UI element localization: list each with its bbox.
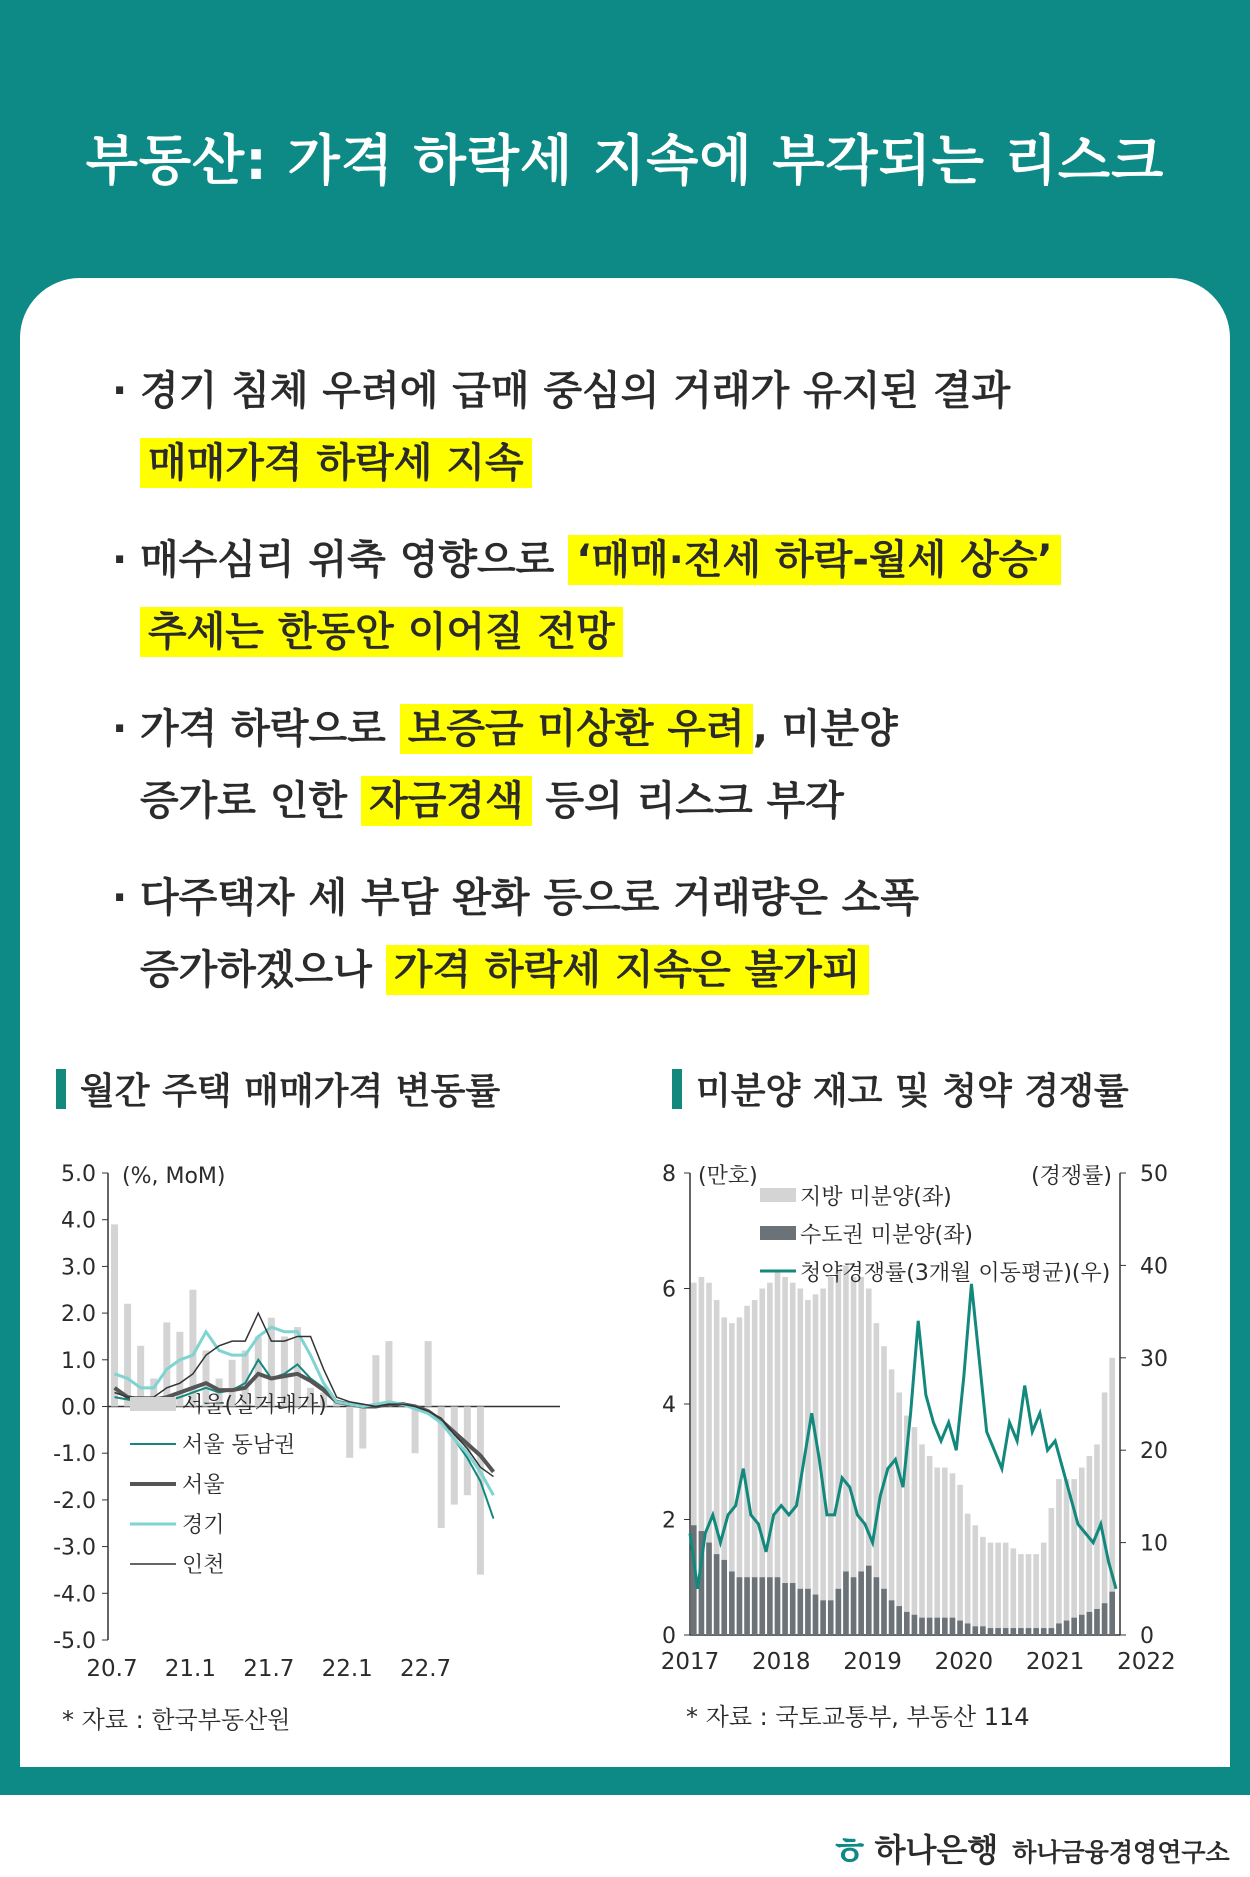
bar-local-unsold <box>1026 1554 1032 1635</box>
y-unit-label: (%, MoM) <box>122 1164 226 1189</box>
bar-metro-unsold <box>1026 1628 1032 1635</box>
bar-metro-unsold <box>904 1612 910 1635</box>
legend-label: 청약경쟁률(3개월 이동평균)(우) <box>800 1261 1111 1286</box>
bullet-3-line1-tail: , 미분양 <box>752 706 898 752</box>
legend-swatch <box>760 1188 796 1202</box>
heading-accent-bar <box>672 1069 682 1109</box>
bar-metro-unsold <box>729 1571 735 1635</box>
bar-local-unsold <box>836 1271 842 1635</box>
x-tick-label: 20.7 <box>86 1656 138 1680</box>
bullet-4 <box>112 862 919 1006</box>
y2-tick-label: 20 <box>1140 1439 1168 1465</box>
y2-tick-label: 10 <box>1140 1531 1168 1557</box>
bar-seoul-transaction <box>124 1304 131 1407</box>
left-unit-label: (만호) <box>698 1164 758 1189</box>
right-unit-label: (경쟁률) <box>1031 1164 1112 1189</box>
bar-local-unsold <box>813 1294 819 1635</box>
bar-local-unsold <box>805 1300 811 1635</box>
chart1-source: * 자료 : 한국부동산원 <box>62 1706 291 1734</box>
bar-metro-unsold <box>866 1566 872 1635</box>
bar-local-unsold <box>950 1473 956 1635</box>
legend-label: 수도권 미분양(좌) <box>800 1223 973 1248</box>
bullet-3 <box>112 693 898 837</box>
bar-seoul-transaction <box>163 1322 170 1406</box>
bar-metro-unsold <box>813 1595 819 1635</box>
bar-seoul-transaction <box>359 1407 366 1449</box>
bullet-2-highlight-b: 추세는 한동안 이어질 전망 <box>140 607 623 657</box>
bar-seoul-transaction <box>412 1407 419 1454</box>
bar-metro-unsold <box>820 1600 826 1635</box>
bar-seoul-transaction <box>451 1407 458 1505</box>
bar-metro-unsold <box>957 1621 963 1635</box>
bar-local-unsold <box>1064 1479 1070 1635</box>
y-tick-label: 4.0 <box>61 1208 96 1234</box>
legend-swatch <box>760 1226 796 1240</box>
bar-metro-unsold <box>858 1571 864 1635</box>
bar-local-unsold <box>980 1537 986 1635</box>
bar-metro-unsold <box>775 1577 781 1635</box>
bar-local-unsold <box>972 1525 978 1635</box>
bar-metro-unsold <box>934 1618 940 1635</box>
bar-local-unsold <box>934 1468 940 1635</box>
bar-metro-unsold <box>980 1626 986 1635</box>
bar-local-unsold <box>1033 1554 1039 1635</box>
bar-metro-unsold <box>972 1626 978 1635</box>
bank-name: 하나은행 <box>874 1831 999 1869</box>
bar-local-unsold <box>1102 1392 1108 1635</box>
bullet-1 <box>112 355 1010 499</box>
legend-label: 인천 <box>182 1553 225 1578</box>
x-tick-label: 22.7 <box>399 1656 452 1680</box>
chart2-unsold-competition <box>640 1140 1220 1680</box>
heading-accent-bar <box>56 1069 66 1109</box>
bar-metro-unsold <box>706 1543 712 1635</box>
bar-metro-unsold <box>1011 1628 1017 1635</box>
bar-metro-unsold <box>1094 1609 1100 1635</box>
bar-metro-unsold <box>798 1589 804 1635</box>
bar-local-unsold <box>1011 1548 1017 1635</box>
bullet-3-highlight-b: 자금경색 <box>361 776 532 826</box>
y-tick-label: -3.0 <box>53 1535 96 1561</box>
bullet-1-highlight: 매매가격 하락세 지속 <box>140 438 532 488</box>
line-seoul-southeast <box>115 1360 494 1519</box>
y2-tick-label: 50 <box>1140 1162 1168 1187</box>
y-tick-label: 3.0 <box>61 1255 96 1281</box>
institute-name: 하나금융경영연구소 <box>1012 1838 1230 1867</box>
legend-label: 서울 <box>182 1473 225 1498</box>
bar-metro-unsold <box>737 1577 743 1635</box>
bullet-3-line2: 증가로 인한 <box>140 778 362 824</box>
bar-metro-unsold <box>1079 1615 1085 1635</box>
x-tick-label: 2017 <box>660 1649 720 1675</box>
hana-logo-icon: ㅎ <box>830 1829 869 1875</box>
bar-local-unsold <box>995 1543 1001 1635</box>
bullet-1-line1: 경기 침체 우려에 급매 중심의 거래가 유지된 결과 <box>140 368 1011 414</box>
y-tick-label: 2 <box>662 1508 676 1534</box>
bar-seoul-transaction <box>372 1355 379 1406</box>
bullet-3-line2-tail: 등의 리스크 부각 <box>531 778 844 824</box>
bar-local-unsold <box>919 1444 925 1635</box>
bar-metro-unsold <box>843 1571 849 1635</box>
bar-local-unsold <box>828 1277 834 1635</box>
bullet-marker: · <box>112 368 128 414</box>
bar-metro-unsold <box>744 1577 750 1635</box>
bar-local-unsold <box>790 1283 796 1635</box>
bullet-2 <box>112 524 1061 668</box>
bar-metro-unsold <box>759 1577 765 1635</box>
bullet-4-line2: 증가하겠으나 <box>140 947 386 993</box>
x-tick-label: 21.1 <box>164 1656 217 1680</box>
legend-label: 지방 미분양(좌) <box>800 1185 952 1210</box>
bullet-3-highlight-a: 보증금 미상환 우려 <box>400 704 753 754</box>
bar-metro-unsold <box>721 1560 727 1635</box>
bullet-marker: · <box>112 706 128 752</box>
bar-metro-unsold <box>1071 1618 1077 1635</box>
chart2-source: * 자료 : 국토교통부, 부동산 114 <box>686 1703 1030 1731</box>
x-tick-label: 2019 <box>843 1649 902 1675</box>
bar-local-unsold <box>896 1392 902 1635</box>
bar-metro-unsold <box>874 1577 880 1635</box>
bar-metro-unsold <box>1056 1623 1062 1635</box>
bar-metro-unsold <box>889 1600 895 1635</box>
y-tick-label: -5.0 <box>53 1629 96 1654</box>
bar-metro-unsold <box>988 1628 994 1635</box>
bar-metro-unsold <box>1109 1592 1115 1635</box>
y-tick-label: 4 <box>662 1393 676 1418</box>
y-tick-label: -2.0 <box>53 1488 96 1514</box>
bar-local-unsold <box>1041 1543 1047 1635</box>
bar-local-unsold <box>965 1514 971 1635</box>
legend-label: 서울(실거래가) <box>182 1393 327 1418</box>
page-title: 부동산: 가격 하락세 지속에 부각되는 리스크 <box>85 129 1165 192</box>
footer-logo <box>830 1820 1230 1877</box>
bar-local-unsold <box>1003 1543 1009 1635</box>
chart1-price-change <box>40 1140 620 1680</box>
bar-local-unsold <box>1087 1456 1093 1635</box>
y2-tick-label: 0 <box>1140 1624 1154 1649</box>
bar-metro-unsold <box>912 1615 918 1635</box>
bar-metro-unsold <box>942 1618 948 1635</box>
x-tick-label: 2020 <box>934 1649 994 1675</box>
bar-seoul-transaction <box>111 1224 118 1406</box>
x-tick-label: 22.1 <box>321 1656 373 1680</box>
y-tick-label: 1.0 <box>61 1348 96 1374</box>
bar-local-unsold <box>889 1369 895 1635</box>
y-tick-label: 6 <box>662 1277 676 1303</box>
bar-seoul-transaction <box>425 1341 432 1406</box>
bar-local-unsold <box>1056 1479 1062 1635</box>
bar-local-unsold <box>1018 1554 1024 1635</box>
bullet-3-line1: 가격 하락으로 <box>140 706 400 752</box>
bar-metro-unsold <box>1018 1628 1024 1635</box>
bar-local-unsold <box>782 1277 788 1635</box>
y2-tick-label: 30 <box>1140 1346 1168 1372</box>
bar-local-unsold <box>942 1468 948 1635</box>
bar-metro-unsold <box>752 1577 758 1635</box>
x-tick-label: 2021 <box>1025 1649 1085 1675</box>
y-tick-label: 5.0 <box>61 1162 96 1187</box>
y-tick-label: 8 <box>662 1162 676 1187</box>
bar-seoul-transaction <box>385 1341 392 1406</box>
bar-local-unsold <box>820 1289 826 1636</box>
bar-metro-unsold <box>1087 1612 1093 1635</box>
bullet-2-line1: 매수심리 위축 영향으로 <box>140 537 569 583</box>
x-tick-label: 2022 <box>1117 1649 1176 1675</box>
y-tick-label: 2.0 <box>61 1302 96 1328</box>
bar-metro-unsold <box>767 1577 773 1635</box>
bar-metro-unsold <box>950 1618 956 1635</box>
x-tick-label: 2018 <box>752 1649 811 1675</box>
bar-metro-unsold <box>1033 1628 1039 1635</box>
bar-local-unsold <box>957 1485 963 1635</box>
bar-local-unsold <box>1079 1468 1085 1635</box>
y-tick-label: 0 <box>662 1624 676 1649</box>
y2-tick-label: 40 <box>1140 1254 1168 1280</box>
bar-metro-unsold <box>1049 1628 1055 1635</box>
legend-label: 서울 동남권 <box>182 1433 296 1458</box>
bar-metro-unsold <box>881 1589 887 1635</box>
bar-metro-unsold <box>1064 1621 1070 1635</box>
bar-metro-unsold <box>896 1606 902 1635</box>
y-tick-label: 0.0 <box>61 1395 96 1421</box>
line-seoul <box>115 1374 494 1472</box>
bar-metro-unsold <box>1102 1603 1108 1635</box>
bar-metro-unsold <box>927 1618 933 1635</box>
bar-local-unsold <box>1049 1508 1055 1635</box>
bar-metro-unsold <box>714 1554 720 1635</box>
bullet-marker: · <box>112 537 128 583</box>
bullet-2-highlight-a: ‘매매·전세 하락-월세 상승’ <box>568 535 1060 585</box>
bar-metro-unsold <box>995 1628 1001 1635</box>
bar-local-unsold <box>912 1427 918 1635</box>
bar-metro-unsold <box>805 1589 811 1635</box>
bar-seoul-transaction <box>346 1407 353 1458</box>
bar-metro-unsold <box>1041 1628 1047 1635</box>
y-tick-label: -1.0 <box>53 1442 96 1468</box>
legend-label: 경기 <box>182 1513 225 1538</box>
bar-local-unsold <box>988 1543 994 1635</box>
chart2-heading: 미분양 재고 및 청약 경쟁률 <box>672 1063 1129 1114</box>
bar-metro-unsold <box>790 1583 796 1635</box>
bar-metro-unsold <box>965 1623 971 1635</box>
bar-metro-unsold <box>919 1618 925 1635</box>
x-tick-label: 21.7 <box>243 1656 295 1680</box>
bullet-4-highlight: 가격 하락세 지속은 불가피 <box>386 945 869 995</box>
bar-metro-unsold <box>836 1589 842 1635</box>
y-tick-label: -4.0 <box>53 1582 96 1608</box>
bar-metro-unsold <box>1003 1628 1009 1635</box>
bullet-4-line1: 다주택자 세 부담 완화 등으로 거래량은 소폭 <box>140 875 920 921</box>
legend-swatch <box>130 1397 176 1411</box>
bar-metro-unsold <box>851 1577 857 1635</box>
bar-metro-unsold <box>828 1600 834 1635</box>
bar-local-unsold <box>927 1456 933 1635</box>
bullet-marker: · <box>112 875 128 921</box>
chart1-heading: 월간 주택 매매가격 변동률 <box>56 1063 500 1114</box>
bar-metro-unsold <box>782 1583 788 1635</box>
